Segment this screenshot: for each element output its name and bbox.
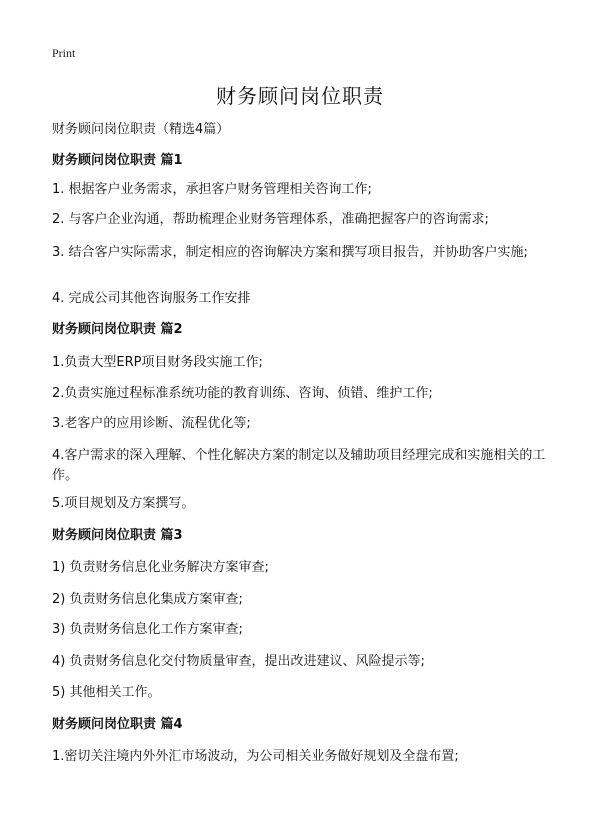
document-subtitle: 财务顾问岗位职责（精选4篇） <box>52 122 230 137</box>
list-item: 2. 与客户企业沟通，帮助梳理企业财务管理体系，准确把握客户的咨询需求; <box>52 212 489 227</box>
list-item: 5.项目规划及方案撰写。 <box>52 496 195 511</box>
section-heading-2: 财务顾问岗位职责 篇2 <box>52 322 183 337</box>
print-link[interactable]: Print <box>52 46 76 60</box>
section-heading-3: 财务顾问岗位职责 篇3 <box>52 528 183 543</box>
list-item: 3. 结合客户实际需求，制定相应的咨询解决方案和撰写项目报告，并协助客户实施; <box>52 245 528 260</box>
page-title: 财务顾问岗位职责 <box>216 84 384 108</box>
list-item: 3) 负责财务信息化工作方案审查; <box>52 622 243 637</box>
list-item: 4. 完成公司其他咨询服务工作安排 <box>52 291 251 306</box>
list-item: 1. 根据客户业务需求，承担客户财务管理相关咨询工作; <box>52 182 372 197</box>
list-item: 2.负责实施过程标准系统功能的教育训练、咨询、侦错、维护工作; <box>52 386 433 401</box>
list-item: 2) 负责财务信息化集成方案审查; <box>52 592 243 607</box>
list-item: 1) 负责财务信息化业务解决方案审查; <box>52 560 269 575</box>
list-item: 4) 负责财务信息化交付物质量审查，提出改进建议、风险提示等; <box>52 654 425 669</box>
list-item: 1.负责大型ERP项目财务段实施工作; <box>52 355 263 370</box>
section-heading-1: 财务顾问岗位职责 篇1 <box>52 153 183 168</box>
list-item: 3.老客户的应用诊断、流程优化等; <box>52 416 251 431</box>
section-heading-4: 财务顾问岗位职责 篇4 <box>52 717 183 732</box>
list-item: 1.密切关注境内外外汇市场波动，为公司相关业务做好规划及全盘布置; <box>52 749 459 764</box>
list-item: 5) 其他相关工作。 <box>52 685 161 700</box>
list-item: 4.客户需求的深入理解、个性化解决方案的制定以及辅助项目经理完成和实施相关的工作。 <box>52 448 546 483</box>
